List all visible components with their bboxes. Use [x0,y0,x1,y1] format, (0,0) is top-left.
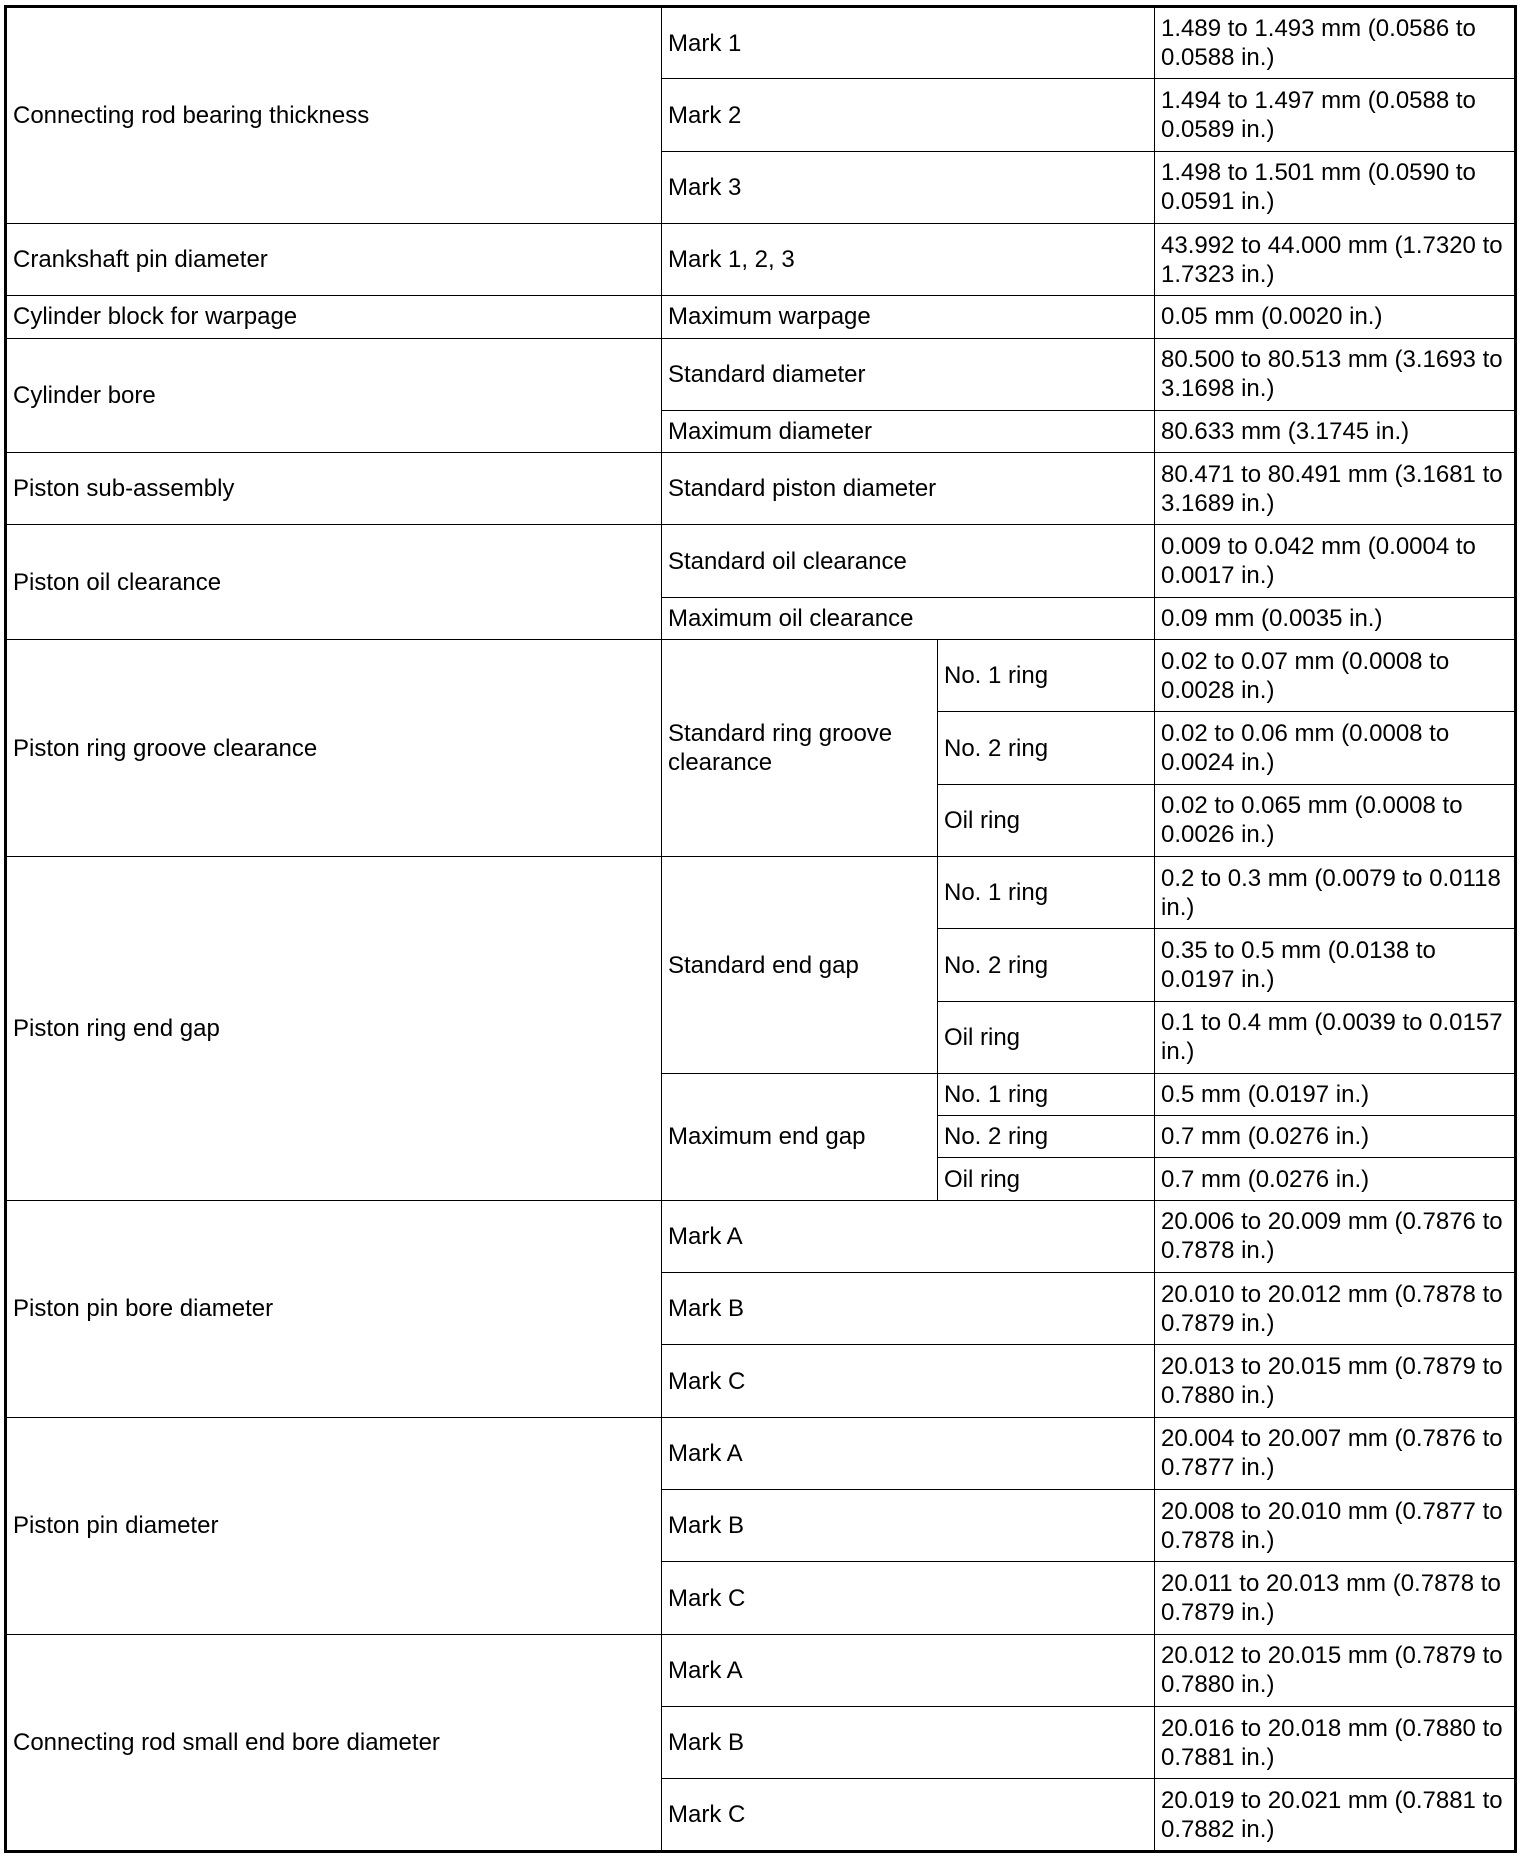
ring-cell: No. 2 ring [938,1116,1155,1158]
value-cell: 20.012 to 20.015 mm (0.7879 to 0.7880 in.) [1155,1634,1516,1706]
item-label: Cylinder block for warpage [6,296,662,338]
item-label: Piston ring groove clearance [6,640,662,857]
table-row [6,1634,1516,1706]
table-row [6,296,1516,338]
value-cell: 20.019 to 20.021 mm (0.7881 to 0.7882 in.) [1155,1779,1516,1852]
value-cell: 20.010 to 20.012 mm (0.7878 to 0.7879 in.) [1155,1273,1516,1345]
value-cell: 0.7 mm (0.0276 in.) [1155,1158,1516,1200]
value-cell: 0.1 to 0.4 mm (0.0039 to 0.0157 in.) [1155,1001,1516,1073]
item-label: Connecting rod small end bore diameter [6,1634,662,1851]
value-cell: 80.500 to 80.513 mm (3.1693 to 3.1698 in.) [1155,338,1516,410]
condition-cell: Maximum end gap [662,1074,938,1201]
value-cell: 0.7 mm (0.0276 in.) [1155,1116,1516,1158]
table-row [6,224,1516,296]
value-cell: 20.016 to 20.018 mm (0.7880 to 0.7881 in.) [1155,1707,1516,1779]
condition-cell: Maximum warpage [662,296,1155,338]
specification-table [4,5,1517,1853]
value-cell: 1.494 to 1.497 mm (0.0588 to 0.0589 in.) [1155,79,1516,151]
item-label: Piston ring end gap [6,857,662,1201]
table-row [6,525,1516,597]
table-row [6,1417,1516,1489]
value-cell: 20.006 to 20.009 mm (0.7876 to 0.7878 in.) [1155,1200,1516,1272]
table-row [6,1200,1516,1272]
condition-cell: Mark B [662,1490,1155,1562]
table-row [6,857,1516,929]
condition-cell: Mark A [662,1200,1155,1272]
condition-cell: Mark 2 [662,79,1155,151]
condition-cell: Mark 1 [662,7,1155,79]
table-row [6,453,1516,525]
value-cell: 0.5 mm (0.0197 in.) [1155,1074,1516,1116]
condition-cell: Maximum oil clearance [662,597,1155,639]
ring-cell: No. 1 ring [938,857,1155,929]
condition-cell: Mark A [662,1417,1155,1489]
table-row [6,338,1516,410]
ring-cell: No. 1 ring [938,640,1155,712]
condition-cell: Standard piston diameter [662,453,1155,525]
item-label: Connecting rod bearing thickness [6,7,662,224]
value-cell: 0.2 to 0.3 mm (0.0079 to 0.0118 in.) [1155,857,1516,929]
ring-cell: No. 1 ring [938,1074,1155,1116]
value-cell: 80.471 to 80.491 mm (3.1681 to 3.1689 in.) [1155,453,1516,525]
condition-cell: Mark B [662,1273,1155,1345]
value-cell: 0.02 to 0.06 mm (0.0008 to 0.0024 in.) [1155,712,1516,784]
value-cell: 0.02 to 0.065 mm (0.0008 to 0.0026 in.) [1155,784,1516,856]
value-cell: 20.013 to 20.015 mm (0.7879 to 0.7880 in.) [1155,1345,1516,1417]
value-cell: 0.09 mm (0.0035 in.) [1155,597,1516,639]
ring-cell: Oil ring [938,1001,1155,1073]
value-cell: 20.008 to 20.010 mm (0.7877 to 0.7878 in.) [1155,1490,1516,1562]
ring-cell: Oil ring [938,784,1155,856]
condition-cell: Mark A [662,1634,1155,1706]
condition-cell: Mark 1, 2, 3 [662,224,1155,296]
value-cell: 0.35 to 0.5 mm (0.0138 to 0.0197 in.) [1155,929,1516,1001]
table-row [6,7,1516,79]
value-cell: 20.004 to 20.007 mm (0.7876 to 0.7877 in.) [1155,1417,1516,1489]
value-cell: 80.633 mm (3.1745 in.) [1155,410,1516,452]
value-cell: 1.498 to 1.501 mm (0.0590 to 0.0591 in.) [1155,151,1516,223]
condition-cell: Mark C [662,1562,1155,1634]
value-cell: 0.009 to 0.042 mm (0.0004 to 0.0017 in.) [1155,525,1516,597]
condition-cell: Standard oil clearance [662,525,1155,597]
condition-cell: Mark 3 [662,151,1155,223]
item-label: Piston sub-assembly [6,453,662,525]
condition-cell: Standard ring groove clearance [662,640,938,857]
value-cell: 43.992 to 44.000 mm (1.7320 to 1.7323 in.) [1155,224,1516,296]
condition-cell: Maximum diameter [662,410,1155,452]
item-label: Piston oil clearance [6,525,662,640]
value-cell: 0.05 mm (0.0020 in.) [1155,296,1516,338]
value-cell: 1.489 to 1.493 mm (0.0586 to 0.0588 in.) [1155,7,1516,79]
condition-cell: Mark C [662,1345,1155,1417]
item-label: Piston pin bore diameter [6,1200,662,1417]
item-label: Crankshaft pin diameter [6,224,662,296]
condition-cell: Mark B [662,1707,1155,1779]
table-row [6,640,1516,712]
item-label: Cylinder bore [6,338,662,453]
ring-cell: Oil ring [938,1158,1155,1200]
ring-cell: No. 2 ring [938,712,1155,784]
condition-cell: Mark C [662,1779,1155,1852]
condition-cell: Standard diameter [662,338,1155,410]
value-cell: 0.02 to 0.07 mm (0.0008 to 0.0028 in.) [1155,640,1516,712]
item-label: Piston pin diameter [6,1417,662,1634]
ring-cell: No. 2 ring [938,929,1155,1001]
value-cell: 20.011 to 20.013 mm (0.7878 to 0.7879 in.) [1155,1562,1516,1634]
condition-cell: Standard end gap [662,857,938,1074]
